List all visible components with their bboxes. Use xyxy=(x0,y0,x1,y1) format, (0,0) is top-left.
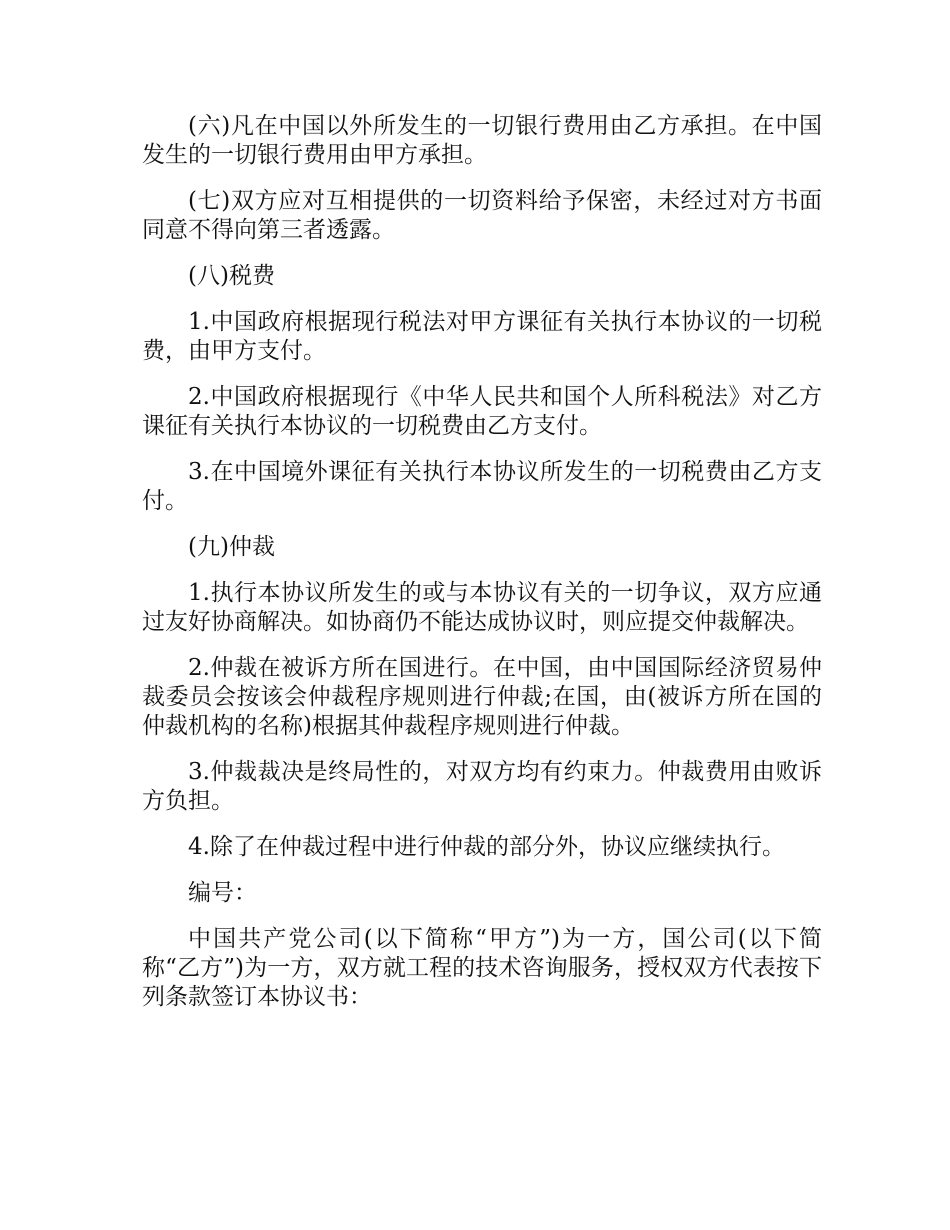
paragraph-arbitration-item-1: 1.执行本协议所发生的或与本协议有关的一切争议，双方应通过友好协商解决。如协商仍不能达成协议时，则应提交仲裁解决。 xyxy=(142,580,822,635)
paragraph-agreement-intro: 中国共产党公司(以下简称“甲方”)为一方，国公司(以下简称“乙方”)为一方，双方就工程的技术咨询服务，授权双方代表按下列条款签订本协议书： xyxy=(142,926,822,1010)
paragraph-arbitration-item-2: 2.仲裁在被诉方所在国进行。在中国，由中国国际经济贸易仲裁委员会按该会仲裁程序规则进行仲裁;在国，由(被诉方所在国的仲裁机构的名称)根据其仲裁程序规则进行仲裁。 xyxy=(142,655,822,739)
paragraph-bank-fees: (六)凡在中国以外所发生的一切银行费用由乙方承担。在中国发生的一切银行费用由甲方承担。 xyxy=(142,113,822,168)
heading-arbitration: (九)仲裁 xyxy=(188,534,275,560)
paragraph-confidentiality: (七)双方应对互相提供的一切资料给予保密，未经过对方书面同意不得向第三者透露。 xyxy=(142,188,822,243)
paragraph-tax-item-1: 1.中国政府根据现行税法对甲方课征有关执行本协议的一切税费，由甲方支付。 xyxy=(142,309,822,364)
label-number: 编号： xyxy=(188,880,257,906)
paragraph-tax-item-2: 2.中国政府根据现行《中华人民共和国个人所科税法》对乙方课征有关执行本协议的一切税费由乙方支付。 xyxy=(142,384,822,439)
document-page xyxy=(142,112,822,1029)
heading-taxes: (八)税费 xyxy=(188,263,275,289)
paragraph-arbitration-item-4: 4.除了在仲裁过程中进行仲裁的部分外，协议应继续执行。 xyxy=(188,834,785,860)
paragraph-arbitration-item-3: 3.仲裁裁决是终局性的，对双方均有约束力。仲裁费用由败诉方负担。 xyxy=(142,759,822,814)
paragraph-tax-item-3: 3.在中国境外课征有关执行本协议所发生的一切税费由乙方支付。 xyxy=(142,459,822,514)
